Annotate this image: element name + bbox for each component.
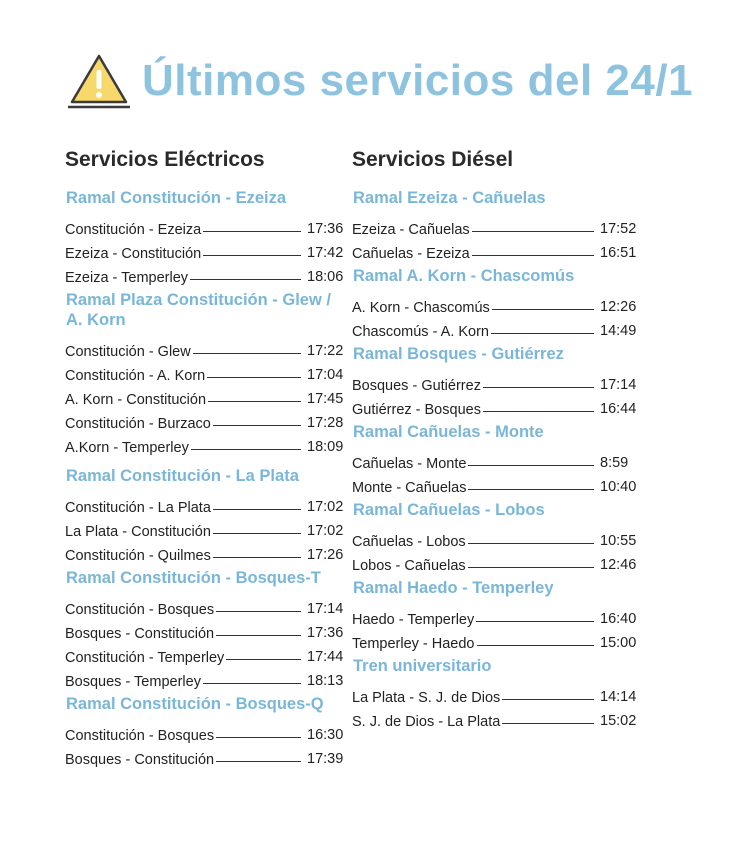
schedule-row — [352, 370, 642, 394]
leader-line — [213, 509, 301, 510]
schedule-row — [65, 336, 345, 360]
route-label: Constitución - Burzaco — [65, 416, 211, 432]
departure-time: 17:39 — [307, 751, 344, 767]
schedule-row — [65, 618, 345, 642]
route-label: Temperley - Haedo — [352, 636, 475, 652]
section-title: Ramal Constitución - La Plata — [66, 467, 299, 485]
section-title: Ramal Constitución - Ezeiza — [66, 189, 287, 207]
leader-line — [191, 449, 301, 450]
route-label: Bosques - Constitución — [65, 752, 215, 768]
departure-time: 18:13 — [307, 673, 344, 689]
schedule-row — [65, 516, 345, 540]
leader-line — [502, 723, 594, 724]
departure-time: 17:04 — [307, 367, 344, 383]
route-label: Ezeiza - Cañuelas — [352, 222, 470, 238]
schedule-section — [65, 290, 345, 456]
leader-line — [213, 557, 301, 558]
schedule-section — [65, 466, 345, 564]
header — [68, 52, 693, 110]
route-label: Lobos - Cañuelas — [352, 558, 466, 574]
leader-line — [208, 401, 301, 402]
departure-time: 10:55 — [600, 533, 637, 549]
departure-time: 17:36 — [307, 221, 344, 237]
departure-time: 17:02 — [307, 523, 344, 539]
route-label: Chascomús - A. Korn — [352, 324, 489, 340]
route-label: Bosques - Gutiérrez — [352, 378, 481, 394]
column-diesel — [352, 148, 642, 734]
route-label: Constitución - Bosques — [65, 728, 215, 744]
departure-time: 14:49 — [600, 323, 637, 339]
leader-line — [468, 489, 594, 490]
route-label: Haedo - Temperley — [352, 612, 475, 628]
leader-line — [476, 621, 594, 622]
schedule-section — [352, 500, 642, 574]
departure-time: 16:44 — [600, 401, 637, 417]
section-title: Ramal Cañuelas - Monte — [353, 423, 544, 441]
leader-line — [472, 231, 594, 232]
departure-time: 12:26 — [600, 299, 637, 315]
route-label: Constitución - Temperley — [65, 650, 225, 666]
warning-icon — [68, 52, 130, 110]
schedule-row — [352, 472, 642, 496]
column-heading: Servicios Eléctricos — [65, 148, 265, 171]
route-label: Ezeiza - Temperley — [65, 270, 189, 286]
leader-line — [213, 533, 301, 534]
departure-time: 18:09 — [307, 439, 344, 455]
schedule-row — [65, 360, 345, 384]
departure-time: 17:52 — [600, 221, 637, 237]
schedule-row — [352, 706, 642, 730]
departure-time: 12:46 — [600, 557, 637, 573]
departure-time: 17:02 — [307, 499, 344, 515]
schedule-row — [65, 432, 345, 456]
route-label: A. Korn - Chascomús — [352, 300, 490, 316]
departure-time: 17:26 — [307, 547, 344, 563]
leader-line — [203, 683, 301, 684]
section-list — [352, 188, 642, 730]
column-heading: Servicios Diésel — [352, 148, 514, 171]
schedule-row — [352, 448, 642, 472]
schedule-section — [352, 422, 642, 496]
departure-time: 14:14 — [600, 689, 637, 705]
leader-line — [203, 255, 301, 256]
departure-time: 10:40 — [600, 479, 637, 495]
schedule-row — [352, 682, 642, 706]
schedule-section — [352, 266, 642, 340]
schedule-row — [352, 292, 642, 316]
schedule-section — [352, 656, 642, 730]
leader-line — [207, 377, 301, 378]
route-label: A. Korn - Constitución — [65, 392, 207, 408]
schedule-row — [352, 526, 642, 550]
leader-line — [216, 635, 301, 636]
departure-time: 16:30 — [307, 727, 344, 743]
schedule-section — [352, 578, 642, 652]
schedule-row — [65, 384, 345, 408]
schedule-section — [352, 188, 642, 262]
schedule-row — [65, 720, 345, 744]
schedule-row — [352, 238, 642, 262]
section-title: Tren universitario — [353, 657, 492, 675]
schedule-section — [65, 188, 345, 286]
departure-time: 8:59 — [600, 455, 629, 471]
page-title: Últimos servicios del 24/1 — [142, 56, 694, 105]
section-title: Ramal Cañuelas - Lobos — [353, 501, 545, 519]
leader-line — [472, 255, 594, 256]
schedule-row — [352, 550, 642, 574]
leader-line — [216, 737, 301, 738]
route-label: Constitución - A. Korn — [65, 368, 206, 384]
leader-line — [483, 411, 594, 412]
departure-time: 15:02 — [600, 713, 637, 729]
schedule-section — [65, 568, 345, 690]
schedule-row — [65, 540, 345, 564]
schedule-row — [65, 214, 345, 238]
route-label: Constitución - Ezeiza — [65, 222, 202, 238]
route-label: Constitución - Glew — [65, 344, 191, 360]
schedule-row — [65, 666, 345, 690]
schedule-row — [352, 394, 642, 418]
route-label: Constitución - Bosques — [65, 602, 215, 618]
section-list — [65, 188, 345, 768]
departure-time: 17:14 — [600, 377, 637, 393]
route-label: Constitución - Quilmes — [65, 548, 211, 564]
route-label: Constitución - La Plata — [65, 500, 211, 516]
section-title: Ramal Constitución - Bosques-T — [66, 569, 321, 587]
section-title: Ramal A. Korn - Chascomús — [353, 267, 575, 285]
departure-time: 15:00 — [600, 635, 637, 651]
route-label: Bosques - Temperley — [65, 674, 201, 690]
section-title: Ramal Plaza Constitución - Glew / A. Korn — [66, 291, 331, 329]
section-title: Ramal Ezeiza - Cañuelas — [353, 189, 546, 207]
column-electric — [65, 148, 345, 772]
departure-time: 16:40 — [600, 611, 637, 627]
schedule-row — [65, 642, 345, 666]
departure-time: 17:14 — [307, 601, 344, 617]
departure-time: 17:44 — [307, 649, 344, 665]
leader-line — [190, 279, 301, 280]
leader-line — [477, 645, 595, 646]
leader-line — [213, 425, 301, 426]
departure-time: 17:45 — [307, 391, 344, 407]
route-label: Gutiérrez - Bosques — [352, 402, 481, 418]
route-label: Ezeiza - Constitución — [65, 246, 202, 262]
route-label: Cañuelas - Lobos — [352, 534, 466, 550]
leader-line — [468, 465, 594, 466]
schedule-row — [65, 594, 345, 618]
departure-time: 17:28 — [307, 415, 344, 431]
schedule-section — [65, 694, 345, 768]
schedule-row — [65, 744, 345, 768]
departure-time: 18:06 — [307, 269, 344, 285]
schedule-row — [352, 604, 642, 628]
route-label: Cañuelas - Ezeiza — [352, 246, 470, 262]
leader-line — [216, 611, 301, 612]
leader-line — [216, 761, 301, 762]
route-label: S. J. de Dios - La Plata — [352, 714, 501, 730]
departure-time: 16:51 — [600, 245, 637, 261]
schedule-row — [65, 262, 345, 286]
leader-line — [193, 353, 301, 354]
section-title: Ramal Bosques - Gutiérrez — [353, 345, 564, 363]
section-title: Ramal Haedo - Temperley — [353, 579, 554, 597]
leader-line — [468, 543, 594, 544]
route-label: A.Korn - Temperley — [65, 440, 189, 456]
schedule-section — [352, 344, 642, 418]
schedule-row — [65, 492, 345, 516]
leader-line — [502, 699, 594, 700]
schedule-row — [352, 316, 642, 340]
schedule-row — [65, 238, 345, 262]
departure-time: 17:22 — [307, 343, 344, 359]
leader-line — [226, 659, 301, 660]
route-label: La Plata - S. J. de Dios — [352, 690, 501, 706]
leader-line — [203, 231, 301, 232]
departure-time: 17:36 — [307, 625, 344, 641]
schedule-row — [352, 628, 642, 652]
route-label: La Plata - Constitución — [65, 524, 211, 540]
departure-time: 17:42 — [307, 245, 344, 261]
leader-line — [483, 387, 594, 388]
leader-line — [492, 309, 594, 310]
route-label: Bosques - Constitución — [65, 626, 215, 642]
schedule-row — [352, 214, 642, 238]
section-title: Ramal Constitución - Bosques-Q — [66, 695, 324, 713]
leader-line — [491, 333, 594, 334]
schedule-row — [65, 408, 345, 432]
route-label: Cañuelas - Monte — [352, 456, 467, 472]
route-label: Monte - Cañuelas — [352, 480, 467, 496]
leader-line — [468, 567, 594, 568]
